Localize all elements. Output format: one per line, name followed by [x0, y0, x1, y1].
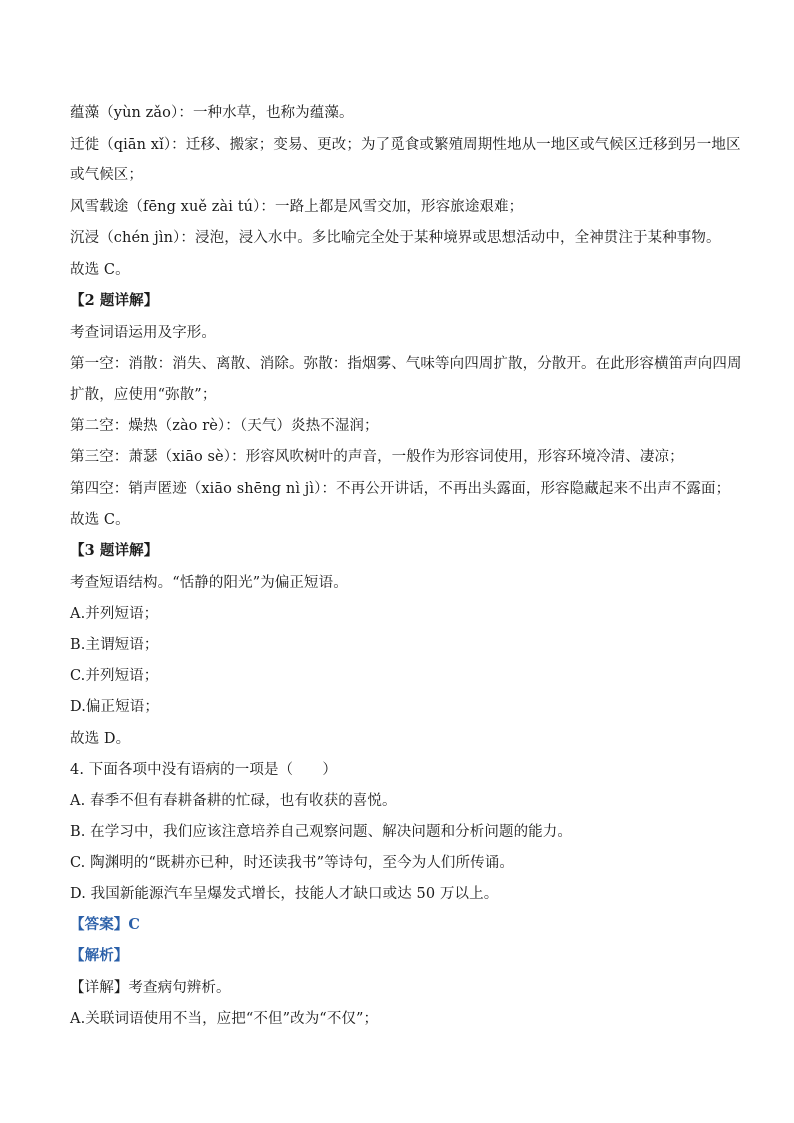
text-line: A.并列短语；	[70, 606, 159, 622]
text-line: 或气候区；	[70, 167, 143, 183]
text-line: 故选 C。	[70, 262, 130, 278]
option-line: D. 我国新能源汽车呈爆发式增长，技能人才缺口或达 50 万以上。	[70, 886, 499, 902]
text-line: 迁徙（qiān xǐ）：迁移、搬家；变易、更改；为了觅食或繁殖周期性地从一地区或气候区迁移到另一地区	[70, 137, 741, 153]
text-line: A.关联词语使用不当，应把“不但”改为“不仅”；	[70, 1011, 379, 1027]
text-line: 风雪载途（fēng xuě zài tú）：一路上都是风雪交加，形容旅途艰难；	[70, 199, 524, 215]
text-line: 考查词语运用及字形。	[70, 325, 216, 341]
text-line: 【详解】考查病句辨析。	[70, 980, 231, 996]
text-line: 考查短语结构。“恬静的阳光”为偏正短语。	[70, 575, 348, 591]
analysis-heading: 【解析】	[70, 947, 129, 964]
text-line: 第三空：萧瑟（xiāo sè）：形容风吹树叶的声音，一般作为形容词使用，形容环境冷清、凄凉；	[70, 449, 684, 465]
text-line: 扩散，应使用“弥散”；	[70, 387, 217, 403]
text-line: 故选 D。	[70, 731, 131, 747]
answer-line: 【答案】C	[70, 916, 141, 933]
text-line: 沉浸（chén jìn）：浸泡，浸入水中。多比喻完全处于某种境界或思想活动中，全神贯注于某种事物。	[70, 230, 721, 246]
text-line: 第四空：销声匿迹（xiāo shēng nì jì）：不再公开讲话，不再出头露面，形容隐藏起来不出声不露面；	[70, 481, 731, 497]
text-line: 故选 C。	[70, 512, 130, 528]
text-line: C.并列短语；	[70, 668, 159, 684]
text-line: 第二空：燥热（zào rè）：（天气）炎热不湿润；	[70, 418, 379, 434]
option-line: B. 在学习中，我们应该注意培养自己观察问题、解决问题和分析问题的能力。	[70, 824, 572, 840]
question-line: 4. 下面各项中没有语病的一项是（ ）	[70, 762, 337, 778]
option-line: C. 陶渊明的“既耕亦已种，时还读我书”等诗句，至今为人们所传诵。	[70, 855, 514, 871]
text-line: B.主谓短语；	[70, 637, 159, 653]
section-heading: 【3 题详解】	[70, 542, 159, 559]
section-heading: 【2 题详解】	[70, 292, 159, 309]
text-line: 第一空：消散：消失、离散、消除。弥散：指烟雾、气味等向四周扩散，分散开。在此形容横笛声向四周	[70, 356, 742, 372]
option-line: A. 春季不但有春耕备耕的忙碌，也有收获的喜悦。	[70, 793, 397, 809]
text-line: D.偏正短语；	[70, 699, 159, 715]
text-line: 蕴藻（yùn zǎo）：一种水草，也称为蕴藻。	[70, 105, 354, 121]
